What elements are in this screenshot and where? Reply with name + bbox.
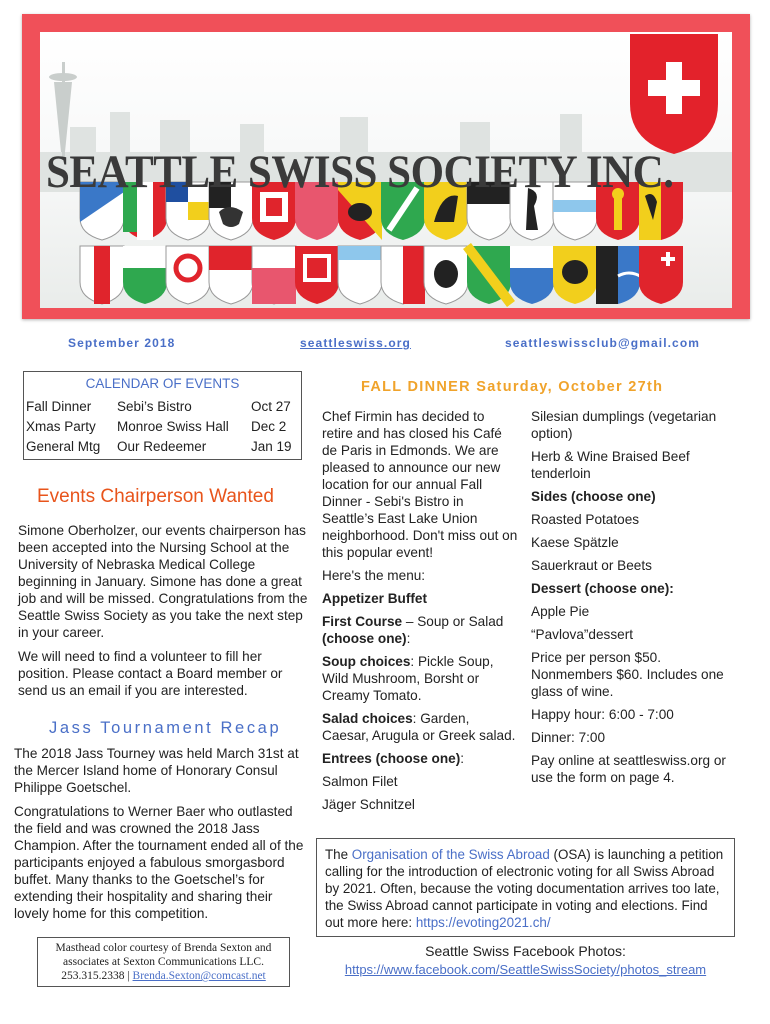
jass-paragraph-2: Congratulations to Werner Baer who outlasted the field and was crowned the 2018 Jass Champion. After the tournament ended all of the participants enjoyed a fabulous smorgasbord buffet. Many thanks to the Goetschel’s for extending their hospitality and sharing their lovely home for this competition. [14, 804, 304, 921]
osa-link[interactable]: Organisation of the Swiss Abroad [351, 847, 550, 862]
credit-email-link[interactable]: Brenda.Sexton@comcast.net [132, 970, 266, 982]
facebook-section [316, 942, 735, 979]
chair-paragraph-2: We will need to find a volunteer to fill her position. Please contact a Board member or send us an email if you are interested. [18, 649, 283, 698]
fall-dinner-heading: FALL DINNER Saturday, October 27th [361, 379, 664, 395]
fall-intro: Chef Firmin has decided to retire and has closed his Café de Paris in Edmonds. We are pleased to announce our new location for our annual Fall Dinner - Sebi's Bistro in Seattle’s East Lake Union neighborhood. Don't miss out on this popular event! [322, 409, 518, 560]
fall-dinner-column-1 [322, 408, 518, 819]
credit-text: Masthead color courtesy of Brenda Sexton and associates at Sexton Communications LLC. [55, 942, 272, 968]
dessert-label: Dessert (choose one): [531, 581, 674, 596]
credit-phone: 253.315.2338 | [61, 970, 133, 982]
masthead [22, 14, 750, 319]
calendar-date: Dec 2 [251, 419, 287, 434]
masthead-banner [40, 32, 732, 308]
calendar-event: Fall Dinner [26, 399, 92, 414]
happy-hour: Happy hour: 6:00 - 7:00 [531, 707, 674, 722]
masthead-title: SEATTLE SWISS SOCIETY INC. [46, 147, 674, 198]
calendar-place: Our Redeemer [117, 439, 207, 454]
entrees-label: Entrees (choose one): [322, 751, 465, 766]
canton-shields-row-2 [80, 246, 683, 304]
pay-info: Pay online at seattleswiss.org or use the form on page 4. [531, 753, 726, 785]
appetizer: Appetizer Buffet [322, 591, 427, 606]
calendar-box [23, 371, 302, 460]
jass-paragraph-1: The 2018 Jass Tourney was held March 31st at the Mercer Island home of Honorary Consul Philippe Goetschel. [14, 746, 299, 795]
dessert-item: “Pavlova”dessert [531, 627, 633, 642]
dinner-time: Dinner: 7:00 [531, 730, 606, 745]
side-item: Kaese Spätzle [531, 535, 619, 550]
credit-contact [38, 969, 289, 983]
entree-item: Silesian dumplings (vegetarian option) [531, 409, 717, 441]
jass-article [14, 745, 306, 929]
website-link[interactable]: seattleswiss.org [300, 336, 411, 350]
issue-date: September 2018 [68, 336, 176, 350]
menu-intro: Here's the menu: [322, 568, 426, 583]
swiss-flag-shield-icon [630, 34, 718, 154]
price-info: Price per person $50. Nonmembers $60. Includes one glass of wine. [531, 650, 724, 699]
calendar-date: Oct 27 [251, 399, 291, 414]
soup-choices: Soup choices: Pickle Soup, Wild Mushroom, Borsht or Creamy Tomato. [322, 654, 494, 703]
entree-item: Salmon Filet [322, 774, 398, 789]
chair-article [18, 522, 308, 706]
side-item: Sauerkraut or Beets [531, 558, 652, 573]
calendar-event: Xmas Party [26, 419, 96, 434]
side-item: Roasted Potatoes [531, 512, 640, 527]
calendar-heading: CALENDAR OF EVENTS [85, 376, 240, 391]
entree-item: Jäger Schnitzel [322, 797, 415, 812]
evoting-link[interactable]: https://evoting2021.ch/ [415, 915, 551, 930]
facebook-link[interactable]: https://www.facebook.com/SeattleSwissSociety/photos_stream [344, 962, 707, 977]
osa-box: The Organisation of the Swiss Abroad (OSA) is launching a petition calling for the introduction of electronic voting for all Swiss Abroad by 2021. Often, because the voting documentation arrives too late, the Swiss Abroad cannot participate in voting and elections. Find out more here: https://evoting2021.ch/ [316, 838, 735, 937]
jass-heading: Jass Tournament Recap [49, 719, 282, 737]
calendar-event: General Mtg [26, 439, 101, 454]
calendar-place: Monroe Swiss Hall [117, 419, 229, 434]
facebook-title: Seattle Swiss Facebook Photos: [425, 943, 626, 959]
calendar-date: Jan 19 [251, 439, 292, 454]
masthead-credit-box [37, 937, 290, 987]
fall-dinner-column-2 [531, 408, 735, 792]
salad-choices: Salad choices: Garden, Caesar, Arugula or Greek salad. [322, 711, 516, 743]
email-link[interactable]: seattleswissclub@gmail.com [505, 336, 701, 350]
chair-paragraph-1: Simone Oberholzer, our events chairperson has been accepted into the Nursing School at the University of Nebraska Medical College beginning in January. Simone has done a great job and will be missed. Congratulations from the Seattle Swiss Society as you take the next step in your career. [18, 523, 308, 640]
chair-heading: Events Chairperson Wanted [37, 486, 274, 507]
dessert-item: Apple Pie [531, 604, 590, 619]
entree-item: Herb & Wine Braised Beef tenderloin [531, 449, 690, 481]
sides-label: Sides (choose one) [531, 489, 656, 504]
first-course: First Course – Soup or Salad (choose one): [322, 614, 504, 646]
calendar-place: Sebi’s Bistro [117, 399, 192, 414]
